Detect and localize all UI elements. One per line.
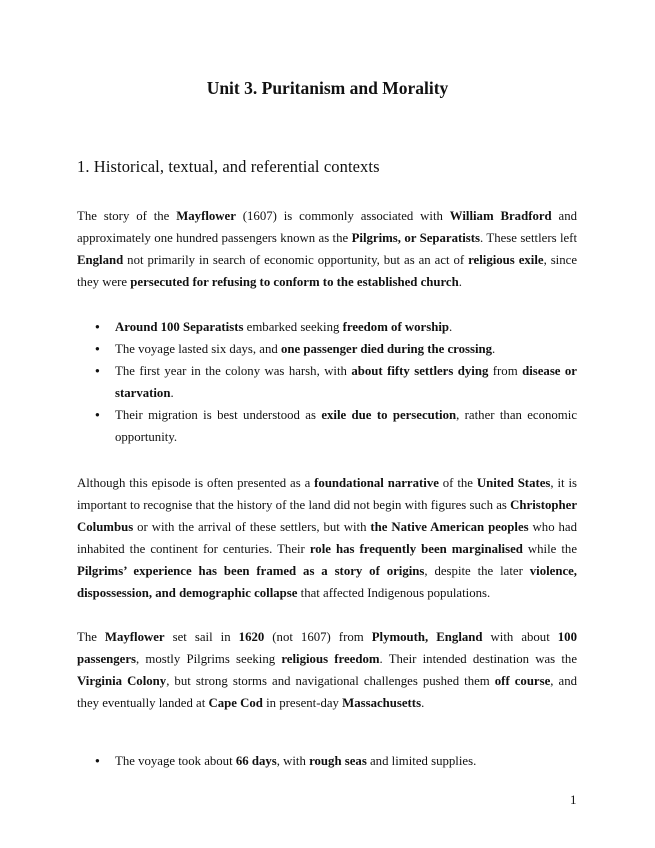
list-item: ● Around 100 Separatists embarked seeking freedom of worship. xyxy=(95,316,577,338)
section-heading: 1. Historical, textual, and referential contexts xyxy=(77,157,380,176)
list-item: ● The first year in the colony was harsh, with about fifty settlers dying from disease or starvation. xyxy=(95,360,577,404)
paragraph-native-americans: Although this episode is often presented as a foundational narrative of the United States, it is important to recognise that the history of the land did not begin with figures such as Christopher Columbus or with the arrival of these settlers, but with the Native American peoples who had inhabited the continent for centuries. Their role has frequently been marginalised while the Pilgrims’ experience has been framed as a story of origins, despite the later violence, dispossession, and demographic collapse that affected Indigenous populations. xyxy=(77,476,578,600)
list-item: ● The voyage took about 66 days, with rough seas and limited supplies. xyxy=(95,750,577,772)
page-number: 1 xyxy=(570,792,577,807)
list-item: ● The voyage lasted six days, and one passenger died during the crossing. xyxy=(95,338,577,360)
paragraph-mayflower-intro: The story of the Mayflower (1607) is commonly associated with William Bradford and approximately one hundred passengers known as the Pilgrims, or Separatists. These settlers left England not primarily in search of economic opportunity, but as an act of religious exile, since they were persecuted for refusing to conform to the established church. xyxy=(77,209,578,289)
bullet-list-separatists xyxy=(95,316,577,448)
paragraph-voyage-1620: The Mayflower set sail in 1620 (not 1607) from Plymouth, England with about 100 passengers, mostly Pilgrims seeking religious freedom. Their intended destination was the Virginia Colony, but strong storms and navigational challenges pushed them off course, and they eventually landed at Cape Cod in present-day Massachusetts. xyxy=(77,630,577,710)
list-item: ● Their migration is best understood as exile due to persecution, rather than economic opportunity. xyxy=(95,404,577,448)
page-title: Unit 3. Puritanism and Morality xyxy=(206,78,449,98)
bullet-list-voyage xyxy=(95,750,577,772)
